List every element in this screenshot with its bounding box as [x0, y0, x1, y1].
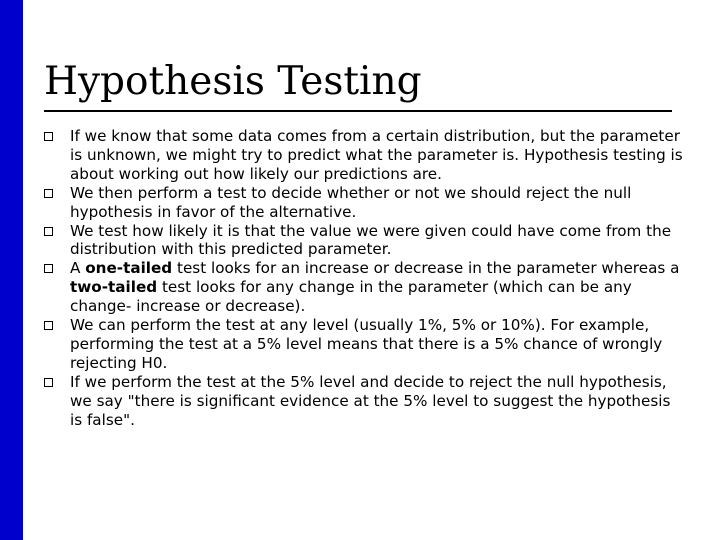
bullet-text [70, 184, 684, 222]
bullet-text-segment: If we know that some data comes from a certain distribution, but the parameter is unknown, we might try to predict what the parameter is. Hypothesis testing is about working out how likely our predictions are. [70, 127, 683, 183]
bullet-text-segment: test looks for any change in the parameter (which can be any change- increase or decrease). [70, 278, 632, 316]
bullet-item [44, 373, 684, 430]
bullet-list [44, 127, 684, 430]
bullet-text [70, 259, 684, 316]
bullet-text-segment: test looks for an increase or decrease in the parameter whereas a [172, 259, 680, 278]
bullet-text [70, 316, 684, 373]
slide-title: Hypothesis Testing [44, 59, 422, 104]
bullet-text-segment: A [70, 259, 86, 278]
bullet-item [44, 259, 684, 316]
bullet-text-segment: We can perform the test at any level (usually 1%, 5% or 10%). For example, performing the test at a 5% level means that there is a 5% chance of wrongly rejecting H0. [70, 316, 663, 372]
slide-side-bar [0, 0, 23, 540]
bullet-text-segment: We test how likely it is that the value we were given could have come from the distribution with this predicted parameter. [70, 221, 672, 259]
hollow-square-bullet-icon [44, 264, 53, 273]
bullet-item [44, 316, 684, 373]
bullet-item [44, 127, 684, 184]
bullet-text-segment: If we perform the test at the 5% level and decide to reject the null hypothesis, we say "there is significant evidence at the 5% level to suggest the hypothesis is false". [70, 372, 671, 429]
bullet-text [70, 222, 684, 260]
bullet-emphasis: two-tailed [70, 278, 158, 297]
hollow-square-bullet-icon [44, 378, 53, 387]
bullet-text-segment: We then perform a test to decide whether or not we should reject the null hypothesis in favor of the alternative. [70, 183, 632, 221]
bullet-emphasis: one-tailed [85, 259, 173, 278]
bullet-text [70, 127, 684, 184]
hollow-square-bullet-icon [44, 132, 53, 141]
hollow-square-bullet-icon [44, 189, 53, 198]
hollow-square-bullet-icon [44, 321, 53, 330]
title-underline [44, 110, 672, 112]
bullet-item [44, 184, 684, 222]
bullet-item [44, 222, 684, 260]
hollow-square-bullet-icon [44, 227, 53, 236]
bullet-text [70, 373, 684, 430]
